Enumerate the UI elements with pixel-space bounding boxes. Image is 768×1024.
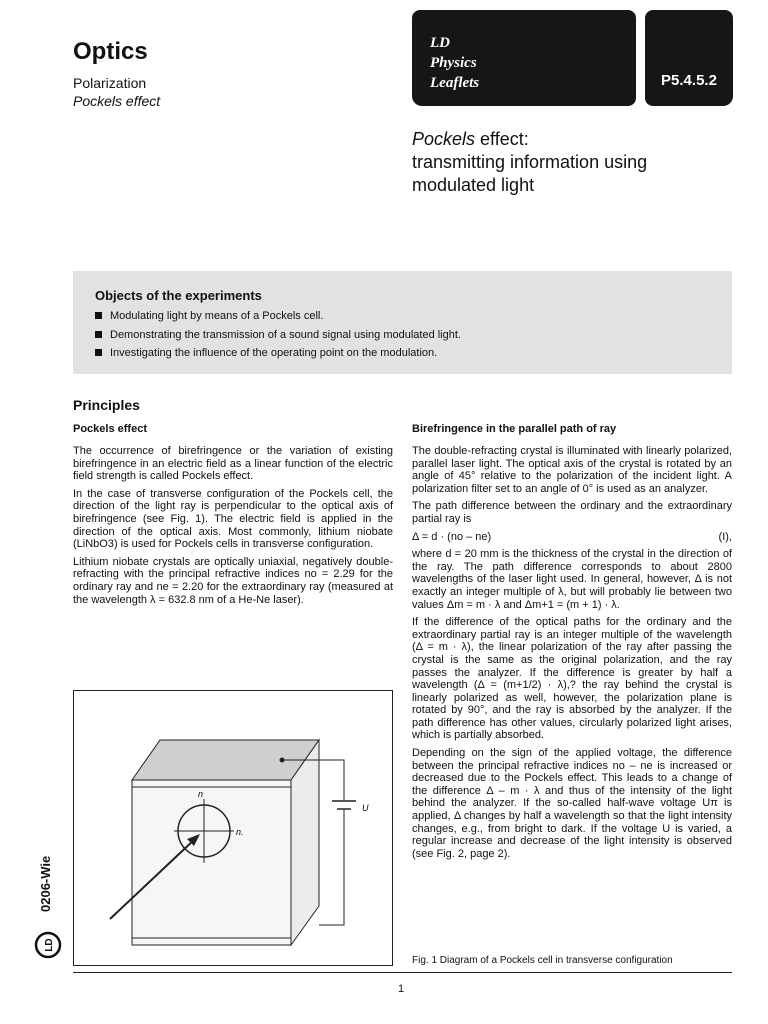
leaflet-code: P5.4.5.2 [661,72,717,89]
list-item: Modulating light by means of a Pockels cell. [95,307,461,326]
objects-heading: Objects of the experiments [95,288,262,303]
topic-label: Polarization [73,75,147,91]
square-bullet-icon [95,331,102,338]
objects-box [73,271,732,374]
left-paragraph-1: The occurrence of birefringence or the variation of existing birefringence in an electric field as a linear function of the electric field strength is called Pockels effect. [73,445,393,483]
label-n-dot: n. [236,827,244,837]
page-number: 1 [398,983,405,995]
subtopic-label: Pockels effect [73,93,161,109]
right-paragraph-2: The path difference between the ordinary and the extraordinary partial ray is [412,500,732,525]
wire-bottom [319,809,344,925]
title-italic-part: Pockels [412,129,476,149]
brand-line-physics: Physics [430,55,477,71]
figure-1-frame [73,690,393,966]
document-code: 0206-Wie [38,855,53,912]
figure-caption: Fig. 1 Diagram of a Pockels cell in transverse configuration [412,955,673,966]
pockels-cell-diagram [74,691,392,965]
formula-line [412,531,732,544]
objects-list [95,307,461,363]
section-title: Optics [73,38,148,65]
square-bullet-icon [95,349,102,356]
left-column-heading: Pockels effect [73,423,147,435]
list-item: Demonstrating the transmission of a sound signal using modulated light. [95,326,461,345]
brand-line-leaflets: Leaflets [430,75,480,91]
formula: Δ = d · (no – ne) [412,530,492,543]
right-column [412,445,732,865]
square-bullet-icon [95,312,102,319]
right-paragraph-5: Depending on the sign of the applied voltage, the difference between the principal refractive indices no – ne is increased or decreased due to the Pockels effect. This leads to a change of the difference Δ – m · λ and thus of the intensity of the light behind the analyzer. If the so-called half-wave voltage Uπ is applied, Δ changes by half a wavelength so that the light intensity changes, e.g., from bright to dark. If the voltage U is varied, a regular increase and decrease of the light intensity is observed (see Fig. 2, page 2). [412,747,732,860]
right-column-heading: Birefringence in the parallel path of ray [412,423,617,435]
brand-line-ld: LD [430,35,450,51]
left-paragraph-2: In the case of transverse configuration of the Pockels cell, the direction of the light ray is perpendicular to the optical axis of birefringence (see Fig. 1). The electric field is applied in the direction of the optical axis. Most commonly, lithium niobate (LiNbO3) is used for Pockels cells in transverse configuration. [73,487,393,551]
svg-text:LD: LD [44,938,55,952]
leaflet-code-box [645,10,733,106]
formula-number: (I), [718,530,732,543]
brand-box [412,10,636,106]
footer-divider [73,972,732,973]
right-paragraph-4: If the difference of the optical paths for the ordinary and the extraordinary partial ray is an integer multiple of the wavelength (Δ = m · λ), the linear polarization of the ray after passing the crystal is the same as the original polarization, and the ray passes the analyzer. If the difference is greater by half a wavelength (Δ = (m+1/2) · λ),? the ray behind the crystal is linearly polarized as well, however, the polarization plane is rotated by 90°, and the ray is absorbed by the analyzer. If the path difference has other values, circularly polarized light arises, which is partially absorbed. [412,616,732,742]
right-paragraph-1: The double-refracting crystal is illuminated with linearly polarized, parallel laser light. The optical axis of the crystal is rotated by an angle of 45° relative to the polarization of the incident light. A polarization filter set to an angle of 0° is used as an analyzer. [412,445,732,495]
right-paragraph-3: where d = 20 mm is the thickness of the crystal in the direction of the ray. The path difference corresponds to about 2800 wavelengths of the laser light used. In general, however, Δ is not exactly an integer multiple of λ, but will probably lie between two values Δm = m · λ and Δm+1 = (m + 1) · λ. [412,548,732,611]
principles-heading: Principles [73,397,140,413]
crystal-front-face [132,780,291,945]
title-rest: effect: [475,129,529,149]
list-item: Investigating the influence of the operating point on the modulation. [95,344,461,363]
title-line-3: modulated light [412,175,535,195]
ld-logo [33,930,63,960]
label-n: n [198,789,204,799]
document-title [412,128,732,197]
left-column [73,445,393,611]
title-line-2: transmitting information using [412,152,648,172]
left-paragraph-3: Lithium niobate crystals are optically uniaxial, negatively double-refracting with the principal refractive indices no = 2.29 for the ordinary ray and ne = 2.20 for the extraordinary ray (measured at the wavelength λ = 632.8 nm of a He-Ne laser). [73,555,393,606]
label-u: U [362,803,369,813]
